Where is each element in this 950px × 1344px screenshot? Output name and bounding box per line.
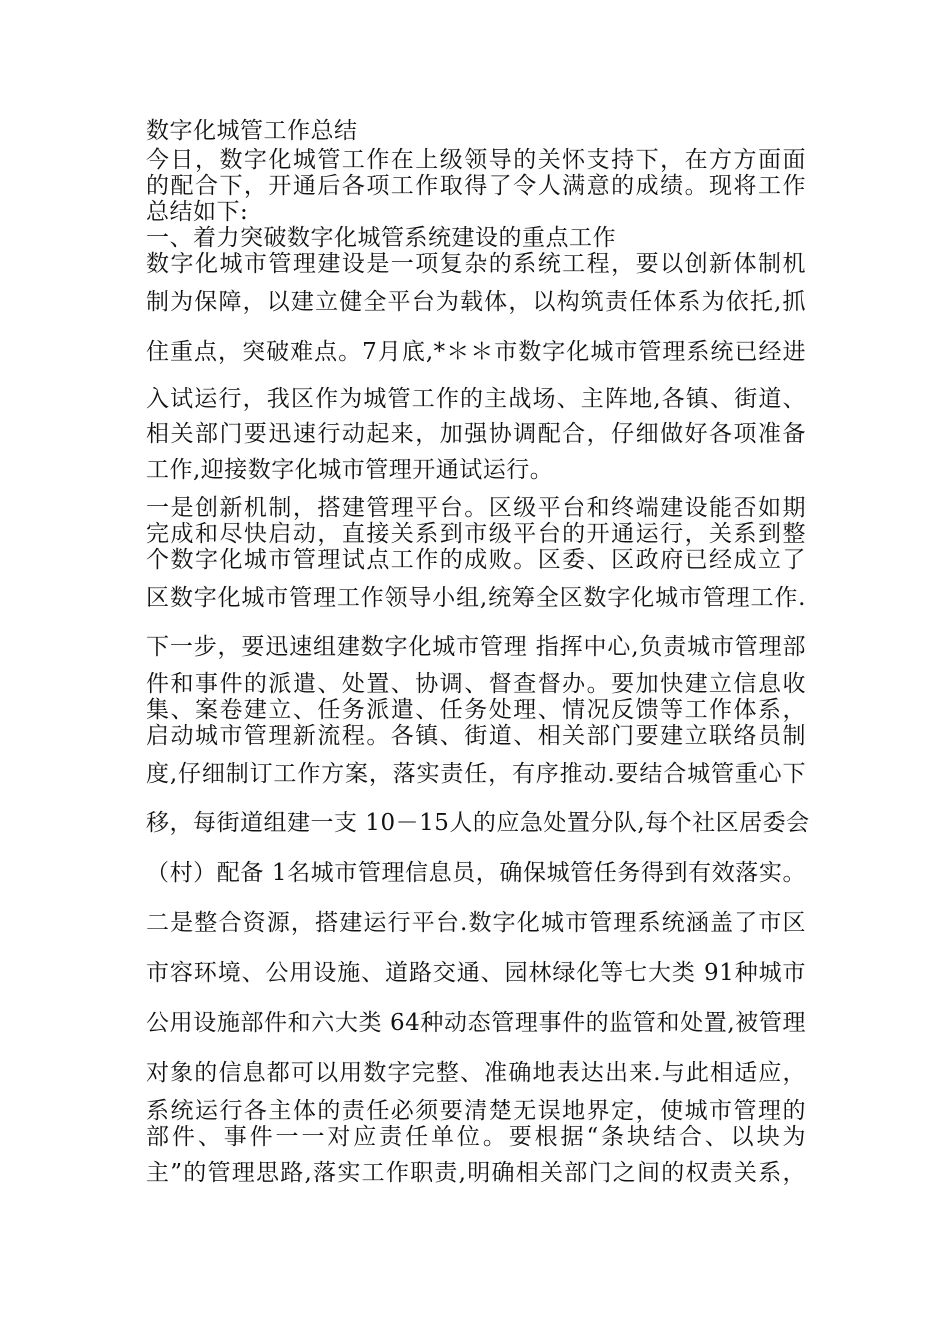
body-line: 的配合下，开通后各项工作取得了令人满意的成绩。现将工作: [146, 173, 806, 199]
document-title: 数字化城管工作总结: [146, 118, 358, 144]
body-line: 总结如下:: [146, 199, 249, 225]
body-line: 二是整合资源，搭建运行平台.数字化城市管理系统涵盖了市区: [146, 910, 806, 936]
body-line: 下一步，要迅速组建数字化城市管理 指挥中心,负责城市管理部: [146, 634, 806, 660]
body-line: 对象的信息都可以用数字完整、准确地表达出来.与此相适应，: [146, 1060, 806, 1086]
body-line: 制为保障，以建立健全平台为载体，以构筑责任体系为依托,抓: [146, 289, 806, 315]
body-line: 部件、事件一一对应责任单位。要根据“条块结合、以块为: [146, 1124, 806, 1150]
body-line: 相关部门要迅速行动起来，加强协调配合，仔细做好各项准备: [146, 421, 806, 447]
body-line: 工作,迎接数字化城市管理开通试运行。: [146, 457, 554, 483]
body-line: 入试运行，我区作为城管工作的主战场、主阵地,各镇、街道、: [146, 386, 806, 412]
body-line: 住重点，突破难点。7月底,*＊＊市数字化城市管理系统已经进: [146, 339, 806, 365]
body-line: 度,仔细制订工作方案，落实责任，有序推动.要结合城管重心下: [146, 761, 806, 787]
body-line: 完成和尽快启动，直接关系到市级平台的开通运行，关系到整: [146, 521, 806, 547]
section-heading: 一、着力突破数字化城管系统建设的重点工作: [146, 225, 616, 251]
body-line: 今日，数字化城管工作在上级领导的关怀支持下，在方方面面: [146, 147, 806, 173]
body-line: 一是创新机制，搭建管理平台。区级平台和终端建设能否如期: [146, 495, 806, 521]
body-line: 启动城市管理新流程。各镇、街道、相关部门要建立联络员制: [146, 723, 806, 749]
body-line: （村）配备 1名城市管理信息员，确保城管任务得到有效落实。: [146, 860, 806, 886]
body-line: 件和事件的派遣、处置、协调、督查督办。要加快建立信息收: [146, 671, 806, 697]
body-line: 集、案卷建立、任务派遣、任务处理、情况反馈等工作体系，: [146, 697, 806, 723]
body-line: 数字化城市管理建设是一项复杂的系统工程，要以创新体制机: [146, 251, 806, 277]
body-line: 移，每街道组建一支 10－15人的应急处置分队,每个社区居委会: [146, 810, 810, 836]
body-line: 个数字化城市管理试点工作的成败。区委、区政府已经成立了: [146, 547, 806, 573]
body-line: 系统运行各主体的责任必须要清楚无误地界定，使城市管理的: [146, 1098, 806, 1124]
body-line: 主”的管理思路,落实工作职责,明确相关部门之间的权责关系，: [146, 1160, 806, 1186]
body-line: 市容环境、公用设施、道路交通、园林绿化等七大类 91种城市: [146, 960, 806, 986]
body-line: 区数字化城市管理工作领导小组,统筹全区数字化城市管理工作.: [146, 585, 806, 611]
body-line: 公用设施部件和六大类 64种动态管理事件的监管和处置,被管理: [146, 1010, 806, 1036]
